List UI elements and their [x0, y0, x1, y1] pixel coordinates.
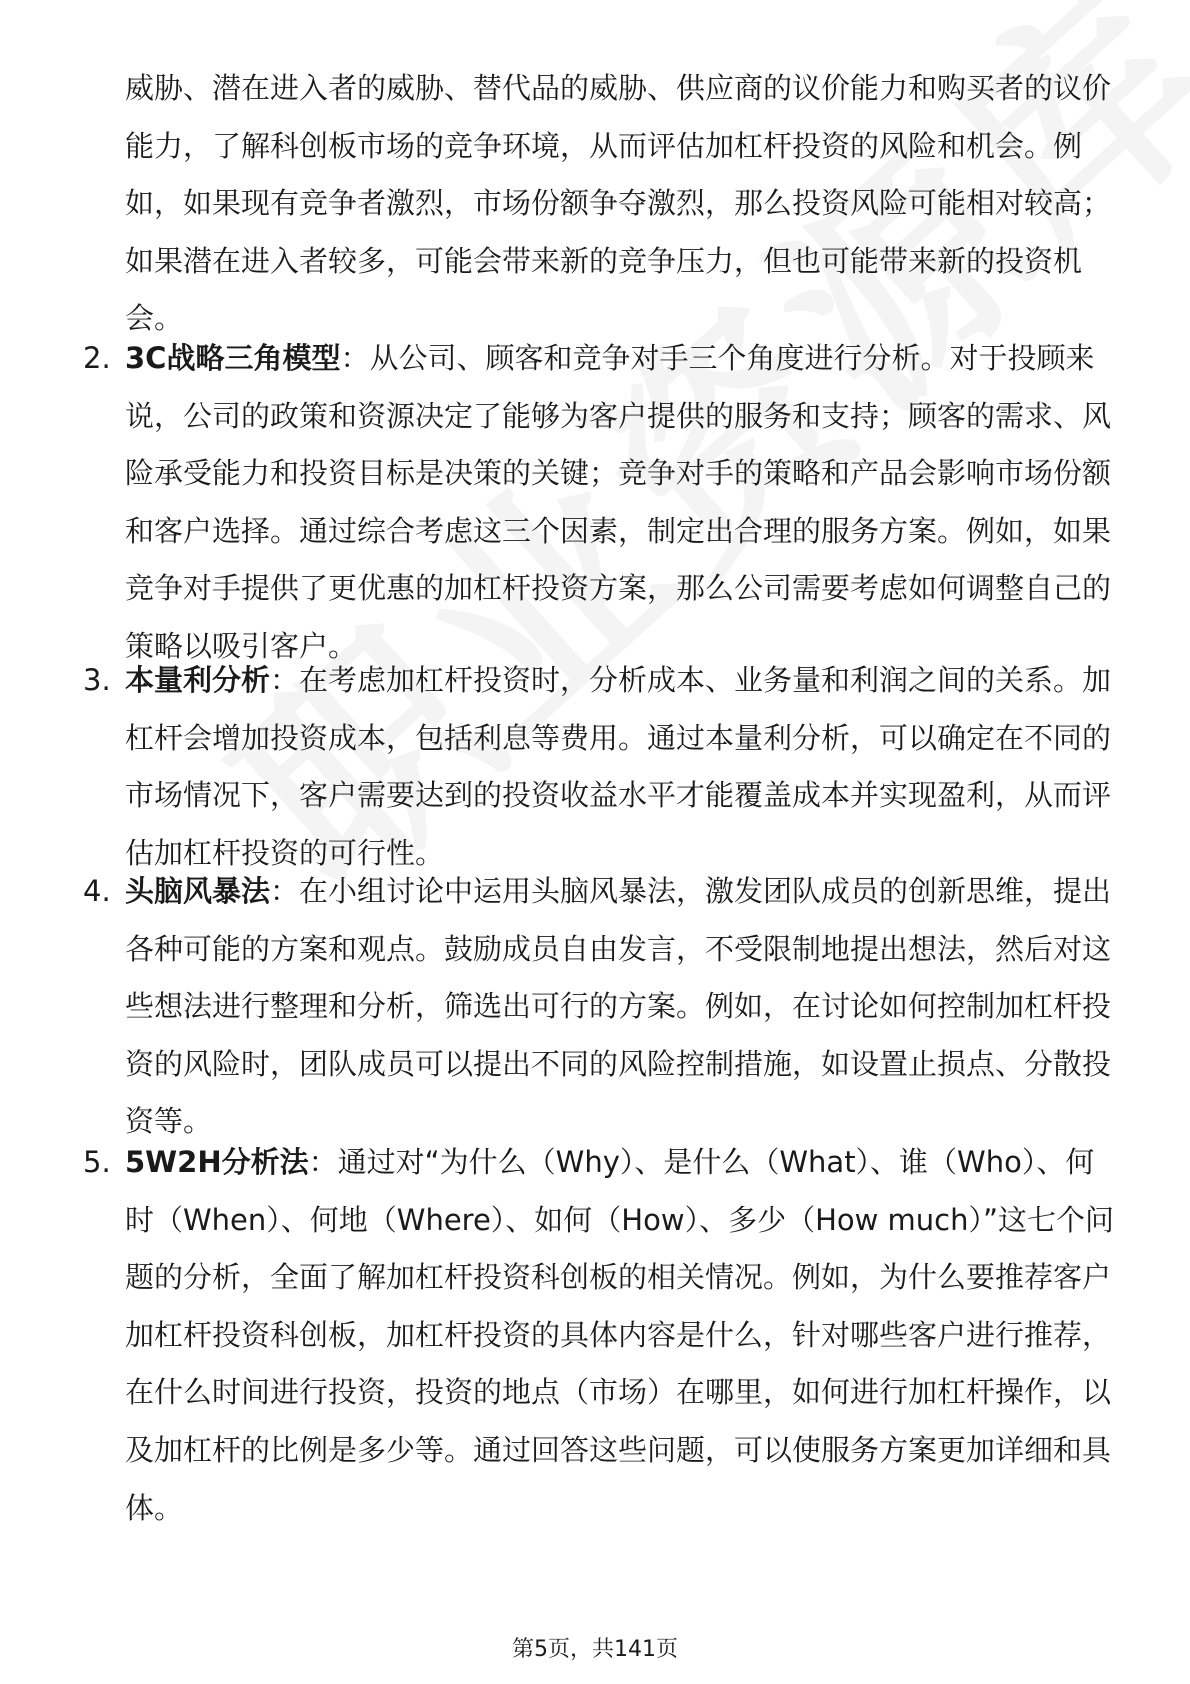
list-item-term: 头脑风暴法: [125, 874, 271, 908]
list-item-number: 3.: [83, 663, 111, 697]
list-item-text: ：在小组讨论中运用头脑风暴法，激发团队成员的创新思维，提出各种可能的方案和观点。鼓励成员自由发言，不受限制地提出想法，然后对这些想法进行整理和分析，筛选出可行的方案。例如，在讨论如何控制加杠杆投资的风险时，团队成员可以提出不同的风险控制措施，如设置止损点、分散投资等。: [125, 874, 1112, 1139]
intro-paragraph: 威胁、潜在进入者的威胁、替代品的威胁、供应商的议价能力和购买者的议价能力，了解科创板市场的竞争环境，从而评估加杠杆投资的风险和机会。例如，如果现有竞争者激烈，市场份额争夺激烈，那么投资风险可能相对较高；如果潜在进入者较多，可能会带来新的竞争压力，但也可能带来新的投资机会。: [125, 71, 1112, 336]
list-item-text: ：在考虑加杠杆投资时，分析成本、业务量和利润之间的关系。加杠杆会增加投资成本，包括利息等费用。通过本量利分析，可以确定在不同的市场情况下，客户需要达到的投资收益水平才能覆盖成本并实现盈利，从而评估加杠杆投资的可行性。: [125, 663, 1112, 870]
list-item-term: 5W2H分析法: [125, 1145, 309, 1179]
list-item-number: 5.: [83, 1145, 111, 1179]
list-item-body: [125, 1134, 1120, 1537]
list-item-text: ：从公司、顾客和竞争对手三个角度进行分析。对于投顾来说，公司的政策和资源决定了能够为客户提供的服务和支持；顾客的需求、风险承受能力和投资目标是决策的关键；竞争对手的策略和产品会影响市场份额和客户选择。通过综合考虑这三个因素，制定出合理的服务方案。例如，如果竞争对手提供了更优惠的加杠杆投资方案，那么公司需要考虑如何调整自己的策略以吸引客户。: [125, 341, 1112, 663]
list-item-body: [125, 652, 1120, 882]
list-item-term: 3C战略三角模型: [125, 341, 341, 375]
list-item-number: 2.: [83, 341, 111, 375]
list-item-text: ：通过对“为什么（Why）、是什么（What）、谁（Who）、何时（When）、何地（Where）、如何（How）、多少（How much）”这七个问题的分析，全面了解加杠杆投资科创板的相关情况。例如，为什么要推荐客户加杠杆投资科创板，加杠杆投资的具体内容是什么，针对哪些客户进行推荐，在什么时间进行投资，投资的地点（市场）在哪里，如何进行加杠杆操作，以及加杠杆的比例是多少等。通过回答这些问题，可以使服务方案更加详细和具体。: [125, 1145, 1115, 1525]
list-item-body: [125, 330, 1120, 676]
list-item-number: 4.: [83, 874, 111, 908]
list-item-body: [125, 863, 1120, 1151]
list-item-term: 本量利分析: [125, 663, 271, 697]
page-footer: 第5页，共141页: [512, 1637, 678, 1662]
